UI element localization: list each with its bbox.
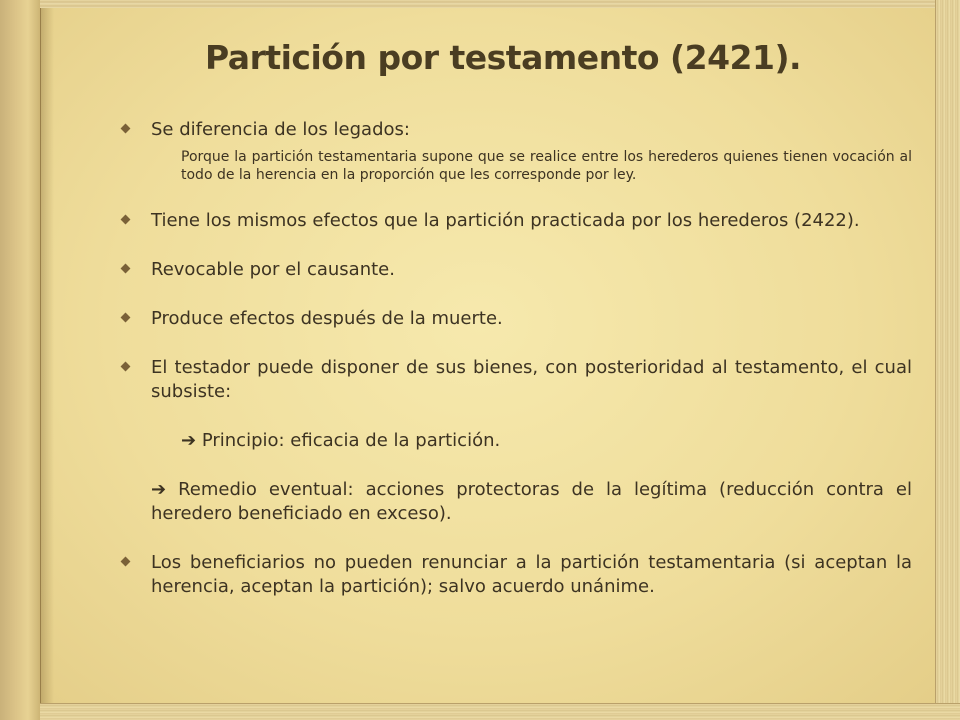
- bullet-text: Produce efectos después de la muerte.: [151, 308, 503, 329]
- book-cover-edge: [0, 0, 41, 720]
- slide-content: [122, 118, 912, 599]
- bullet-item-1: [122, 118, 912, 142]
- page-edge-bottom: [40, 703, 960, 720]
- bullet-text: Se diferencia de los legados:: [151, 119, 410, 140]
- bullet-item-6: [122, 551, 912, 599]
- bullet-text: El testador puede disponer de sus bienes, con posterioridad al testamento, el cual subsiste:: [151, 357, 912, 402]
- arrow-line-text: Remedio eventual: acciones protectoras de la legítima (reducción contra el heredero beneficiado en exceso).: [151, 479, 912, 524]
- diamond-bullet-icon: [121, 215, 131, 225]
- arrow-line-principle: [122, 429, 912, 453]
- bullet-item-5: [122, 356, 912, 404]
- bullet-text: Revocable por el causante.: [151, 259, 395, 280]
- sub-paragraph: Porque la partición testamentaria supone que se realice entre los herederos quienes tienen vocación al todo de la herencia en la proporción que les corresponde por ley.: [181, 149, 912, 183]
- diamond-bullet-icon: [121, 557, 131, 567]
- page-edge-right: [935, 0, 960, 720]
- right-arrow-icon: ➔: [181, 430, 197, 451]
- bullet-text: Tiene los mismos efectos que la partición practicada por los herederos (2422).: [151, 210, 860, 231]
- bullet-item-2: [122, 209, 912, 233]
- arrow-line-remedy: [122, 478, 912, 526]
- diamond-bullet-icon: [121, 124, 131, 134]
- diamond-bullet-icon: [121, 313, 131, 323]
- bullet-item-3: [122, 258, 912, 282]
- bullet-text: Los beneficiarios no pueden renunciar a la partición testamentaria (si aceptan la herencia, aceptan la partición); salvo acuerdo unánime.: [151, 552, 912, 597]
- diamond-bullet-icon: [121, 264, 131, 274]
- slide-title: Partición por testamento (2421).: [205, 38, 802, 77]
- diamond-bullet-icon: [121, 362, 131, 372]
- page-edge-top: [40, 0, 960, 8]
- spine-shadow: [40, 0, 54, 720]
- arrow-line-text: Principio: eficacia de la partición.: [201, 430, 501, 451]
- bullet-item-4: [122, 307, 912, 331]
- right-arrow-icon: ➔: [151, 479, 167, 500]
